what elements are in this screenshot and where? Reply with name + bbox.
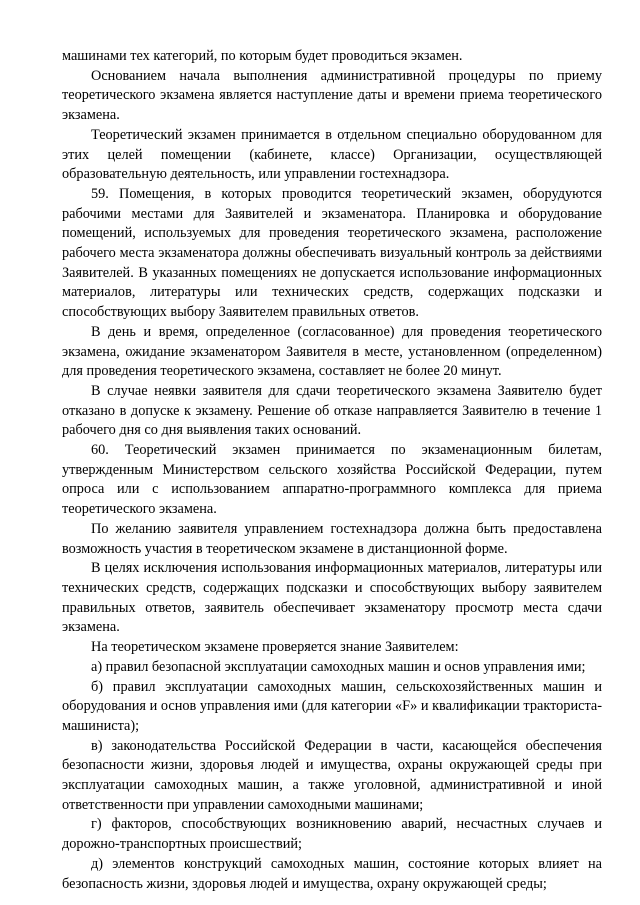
list-item-d: д) элементов конструкций самоходных машин, состояние которых влияет на безопасность жизни, здоровья людей и имущества, охрану окружающей среды; bbox=[62, 855, 602, 892]
list-item-v: в) законодательства Российской Федерации в части, касающейся обеспечения безопасности жизни, здоровья людей и имущества, охраны окружающей среды при эксплуатации самоходных машин, а также уголовной, административной и иной ответственности при управлении самоходными машинами; bbox=[62, 737, 602, 813]
paragraph-waiting-time: В день и время, определенное (согласованное) для проведения теоретического экзамена, ожидание экзаменатором Заявителя в месте, установленном (определенном) для проведения теоретического экзамена, составляет не более 20 минут. bbox=[62, 323, 602, 380]
paragraph-basis: Основанием начала выполнения административной процедуры по приему теоретического экзамена является наступление даты и времени приема теоретического экзамена. bbox=[62, 67, 602, 124]
paragraph-no-show: В случае неявки заявителя для сдачи теоретического экзамена Заявителю будет отказано в допуске к экзамену. Решение об отказе направляется Заявителю в течение 1 рабочего дня со дня выявления таких оснований. bbox=[62, 382, 602, 439]
document-body bbox=[62, 47, 602, 894]
paragraph-59: 59. Помещения, в которых проводится теоретический экзамен, оборудуются рабочими местами для Заявителей и экзаменатора. Планировка и оборудование помещений, используемых для проведения теоретического экзамена, расположение рабочего места экзаменатора должны обеспечивать визуальный контроль за действиями Заявителей. В указанных помещениях не допускается использование информационных материалов, литературы или технических средств, содержащих подсказки и способствующих выбору Заявителем правильных ответов. bbox=[62, 185, 602, 321]
paragraph-60: 60. Теоретический экзамен принимается по экзаменационным билетам, утвержденным Министерством сельского хозяйства Российской Федерации, путем опроса или с использованием аппаратно-программного комплекса для приема теоретического экзамена. bbox=[62, 442, 602, 518]
list-item-a: а) правил безопасной эксплуатации самоходных машин и основ управления ими; bbox=[91, 658, 586, 675]
paragraph-exam-room: Теоретический экзамен принимается в отдельном специально оборудованном для этих целей помещении (кабинете, классе) Организации, осуществляющей образовательную деятельность, или управлении гостехнадзора. bbox=[62, 126, 602, 183]
list-item-g: г) факторов, способствующих возникновению аварий, несчастных случаев и дорожно-транспортных происшествий; bbox=[62, 816, 602, 853]
paragraph-continuation: машинами тех категорий, по которым будет проводиться экзамен. bbox=[62, 48, 463, 64]
list-item-b: б) правил эксплуатации самоходных машин, сельскохозяйственных машин и оборудования и основ управления ими (для категории «F» и квалификации тракториста-машиниста); bbox=[62, 678, 602, 734]
paragraph-remote: По желанию заявителя управлением гостехнадзора должна быть предоставлена возможность участия в теоретическом экзамене в дистанционной форме. bbox=[62, 520, 602, 557]
paragraph-knowledge-intro: На теоретическом экзамене проверяется знание Заявителем: bbox=[91, 639, 459, 656]
paragraph-exclusion: В целях исключения использования информационных материалов, литературы или технических средств, содержащих подсказки и способствующих выбору заявителем правильных ответов, заявитель обеспечивает экзаменатору просмотр места сдачи экзамена. bbox=[62, 560, 602, 636]
